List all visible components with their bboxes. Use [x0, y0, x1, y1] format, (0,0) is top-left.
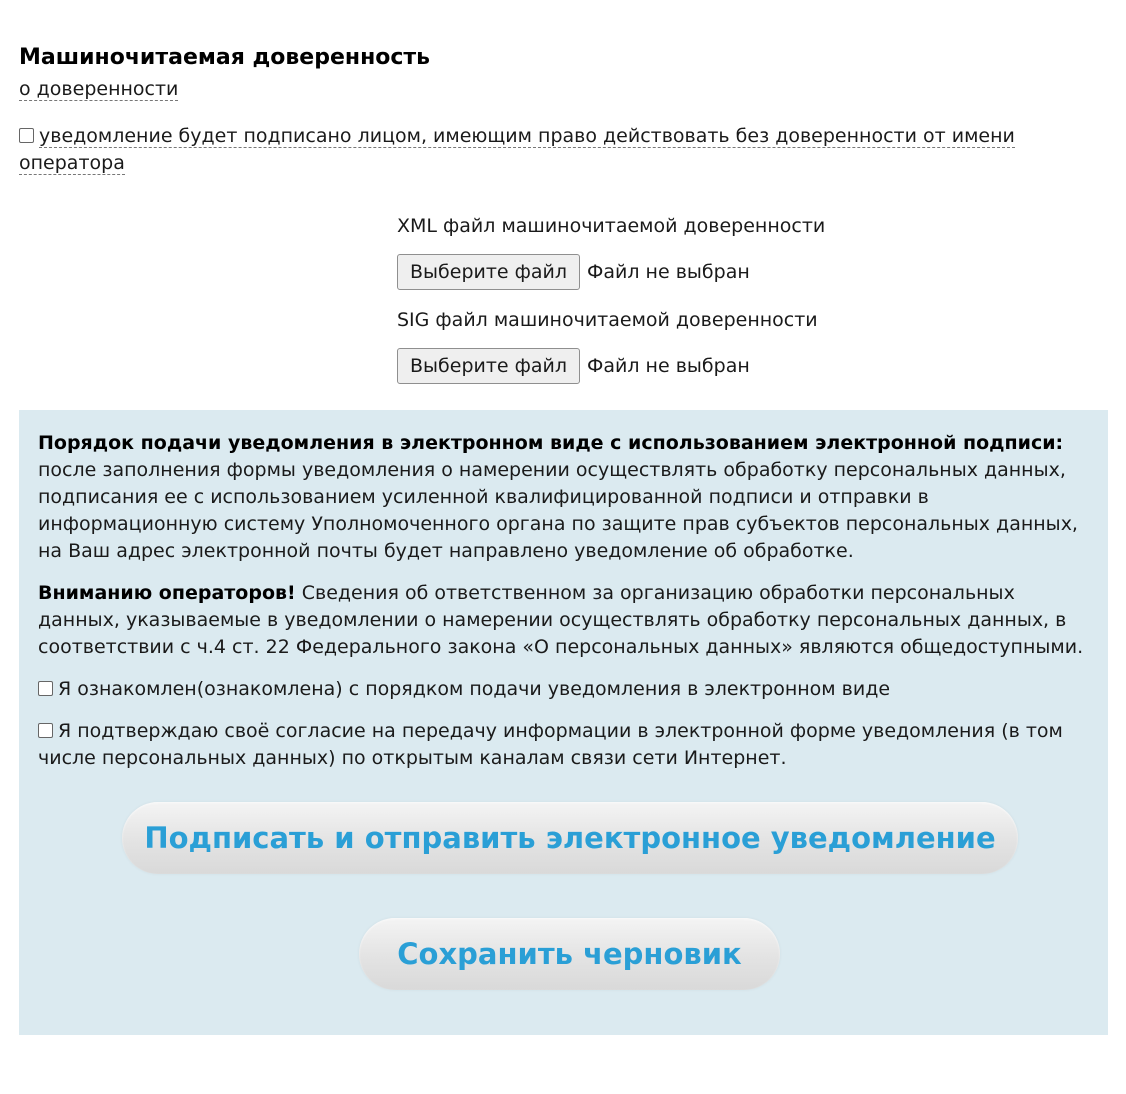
poa-section — [19, 40, 1109, 177]
procedure-paragraph — [38, 430, 1089, 565]
xml-file-status: Файл не выбран — [587, 261, 750, 283]
no-poa-checkbox-label-cont[interactable]: оператора — [19, 152, 125, 174]
procedure-title: Порядок подачи уведомления в электронном виде с использованием электронной подписи: — [38, 432, 1064, 454]
attention-title: Вниманию операторов! — [38, 582, 296, 604]
sig-file-label: SIG файл машиночитаемой доверенности — [397, 309, 818, 331]
consent-transfer-label[interactable]: Я подтверждаю своё согласие на передачу информации в электронной форме уведомления (в том числе персональных данных) по открытым каналам связи сети Интернет. — [38, 720, 1063, 769]
poa-about-row — [19, 76, 1109, 103]
consent-row-transfer — [38, 718, 1089, 772]
consent-row-procedure — [38, 676, 1089, 703]
no-poa-checkbox[interactable] — [19, 128, 34, 143]
xml-file-label: XML файл машиночитаемой доверенности — [397, 215, 826, 237]
info-panel — [19, 410, 1108, 1035]
sign-and-send-button[interactable]: Подписать и отправить электронное уведомление — [122, 802, 1018, 874]
consent-transfer-checkbox[interactable] — [38, 723, 53, 738]
poa-title: Машиночитаемая доверенность — [19, 45, 431, 70]
poa-checkbox-row — [19, 123, 1019, 177]
attention-text: Сведения об ответственном за организацию обработки персональных данных, указываемые в уведомлении о намерении осуществлять обработку персональных данных, в соответствии с ч.4 ст. 22 Федерального закона «О персональных данных» являются общедоступными. — [38, 582, 1084, 658]
sig-file-status: Файл не выбран — [587, 355, 750, 377]
xml-file-input — [397, 254, 825, 290]
no-poa-checkbox-label[interactable]: уведомление будет подписано лицом, имеющим право действовать без доверенности от имени — [39, 125, 1015, 147]
sig-file-input — [397, 348, 825, 384]
save-draft-button[interactable]: Сохранить черновик — [359, 918, 780, 990]
consent-procedure-label[interactable]: Я ознакомлен(ознакомлена) с порядком подачи уведомления в электронном виде — [58, 678, 891, 700]
procedure-text: после заполнения формы уведомления о намерении осуществлять обработку персональных данных, подписания ее с использованием усиленной квалифицированной подписи и отправки в информационную систему Уполномоченного органа по защите прав субъектов персональных данных, на Ваш адрес электронной почты будет направлено уведомление об обработке. — [38, 459, 1078, 562]
consent-procedure-checkbox[interactable] — [38, 681, 53, 696]
xml-choose-file-button[interactable]: Выберите файл — [397, 254, 580, 290]
sig-choose-file-button[interactable]: Выберите файл — [397, 348, 580, 384]
poa-files-block — [397, 212, 825, 400]
about-poa-link[interactable]: о доверенности — [19, 78, 179, 100]
attention-paragraph — [38, 580, 1089, 661]
